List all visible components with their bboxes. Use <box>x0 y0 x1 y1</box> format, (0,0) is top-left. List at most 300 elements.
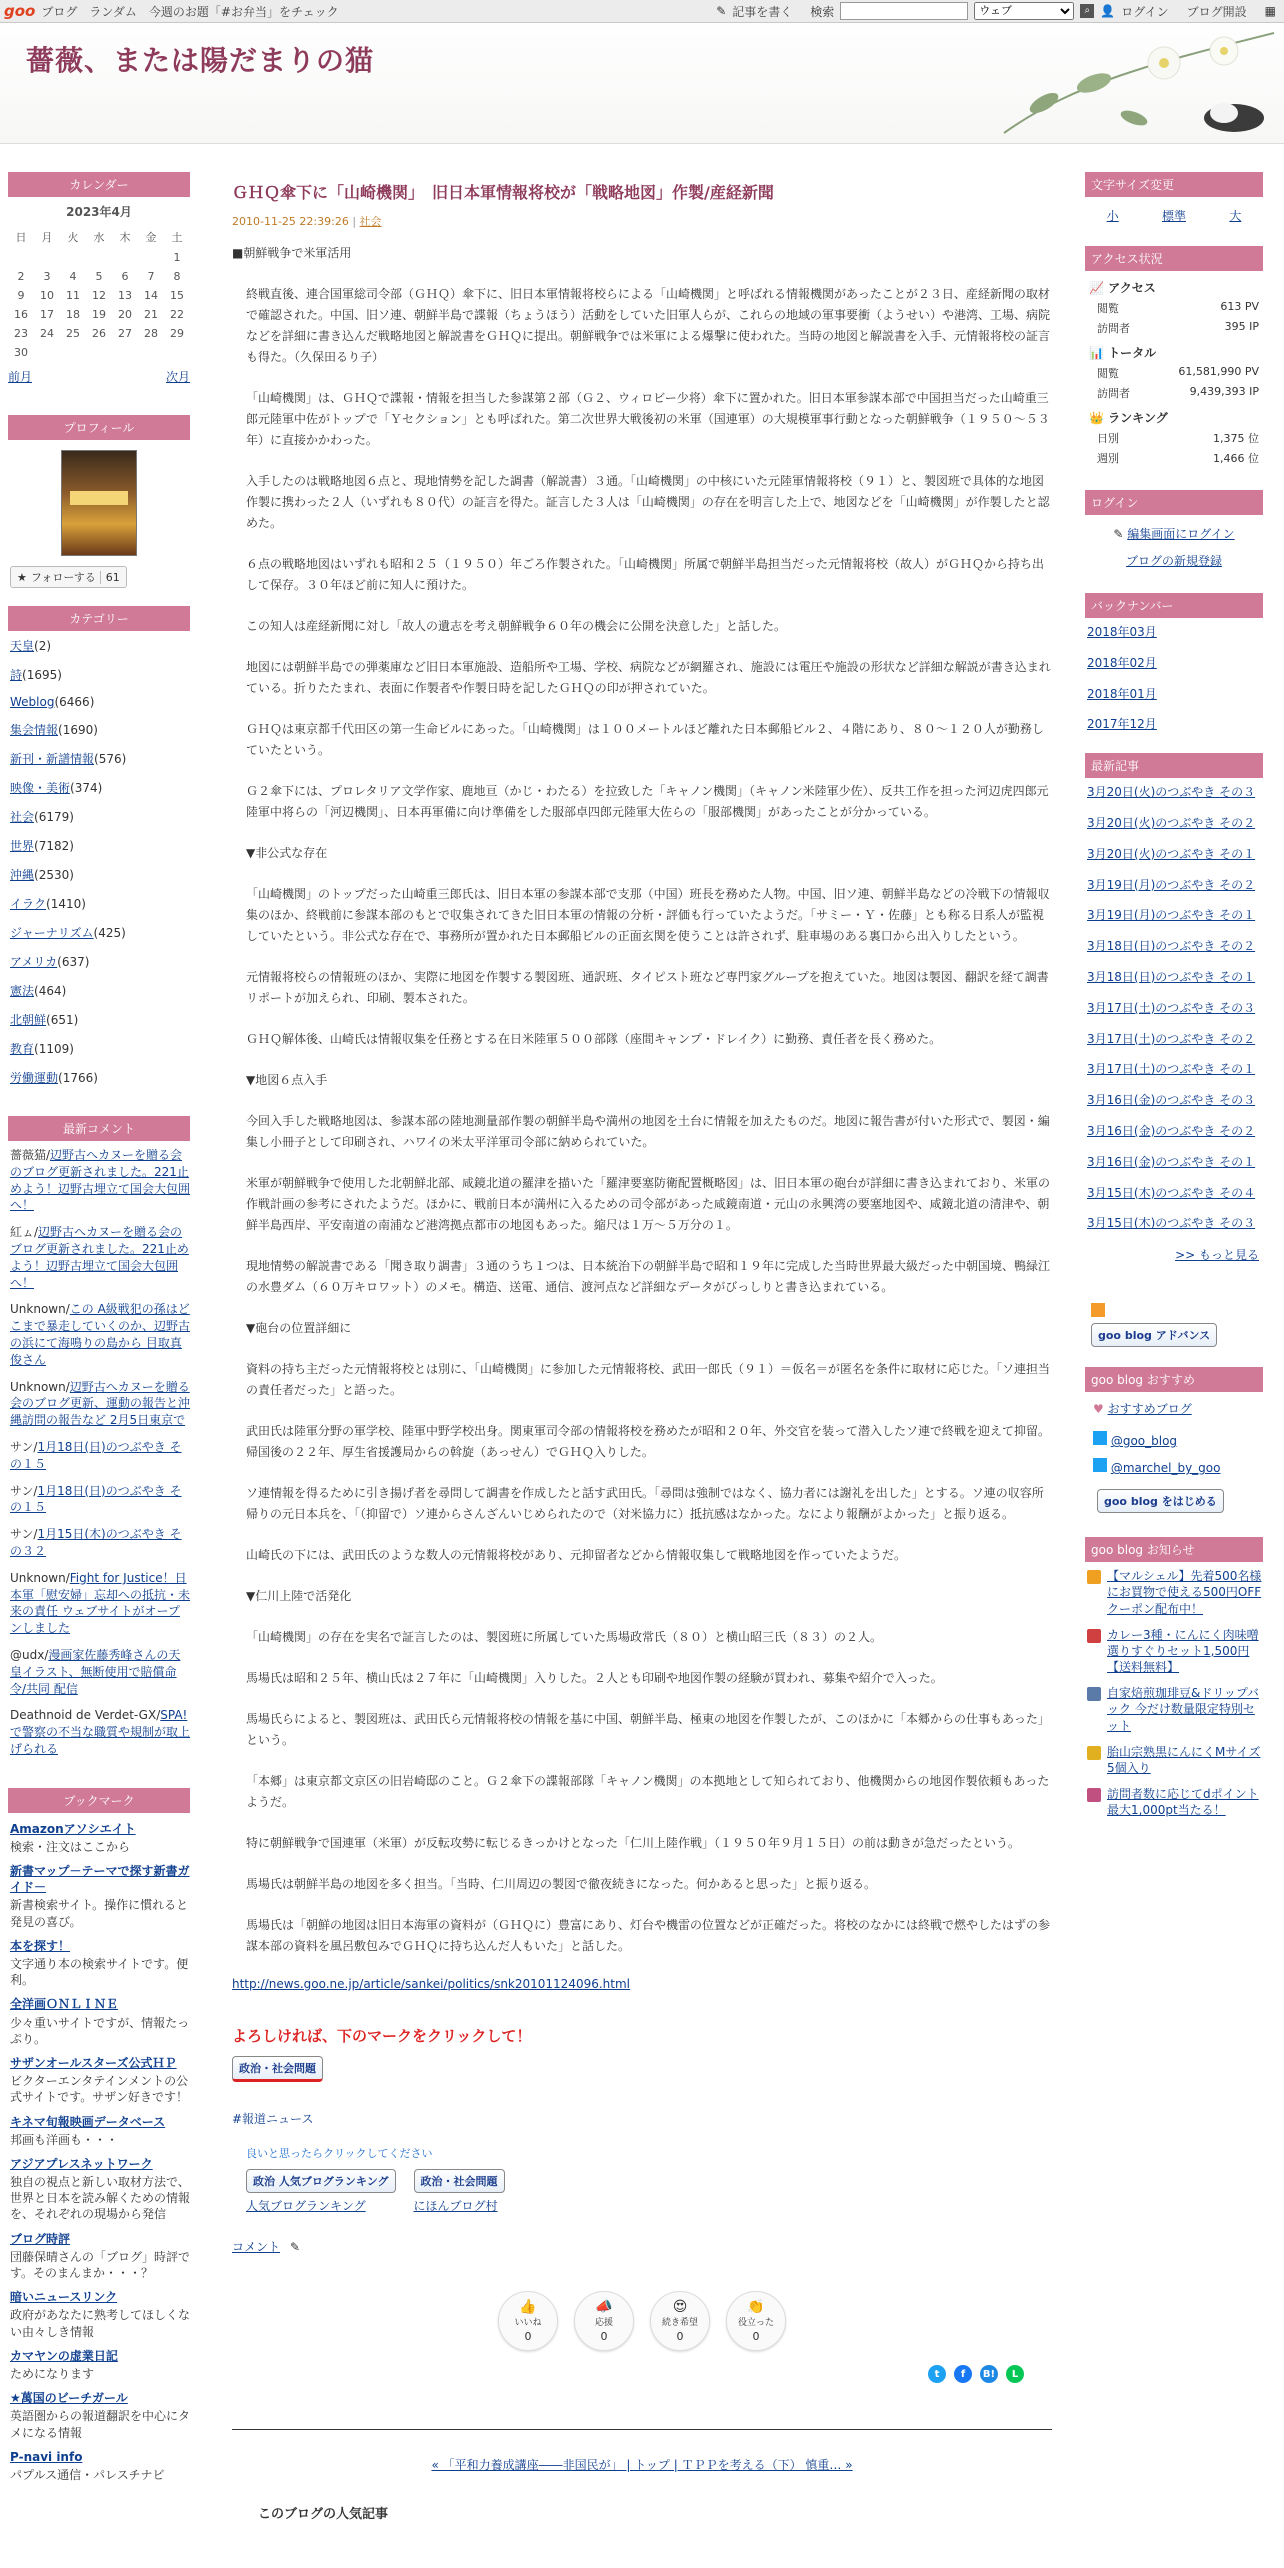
category-link[interactable]: アメリカ <box>10 955 58 969</box>
pencil-icon: ✎ <box>1113 527 1128 541</box>
post-paragraph: Ｇ２傘下には、プロレタリア文学作家、鹿地亘（かじ・わたる）を拉致した「キャノン機関」（キャノン米陸軍少佐）、反共工作を担った河辺虎四郎元陸軍中将らの「河辺機関」、日本再軍備に向け準備をした服部卓四郎元陸軍大佐らの「服部機関」があったことが分かっている。 <box>246 784 1049 819</box>
calendar-day: 16 <box>14 308 28 321</box>
ranking-hint: 良いと思ったらクリックしてください <box>246 2147 433 2160</box>
fontsize-small[interactable]: 小 <box>1106 209 1119 223</box>
bookmark-link[interactable]: P-navi info <box>10 2449 83 2464</box>
weekday-label: 日 <box>15 231 27 244</box>
pager[interactable]: « 「平和力養成講座――非国民が」 | トップ | ＴＰＰを考える（下） 慎重… » <box>431 2458 853 2472</box>
rss-icon[interactable] <box>1091 1303 1105 1317</box>
bookmark-desc: 団藤保晴さんの「ブログ」時評です。そのまんまか・・・？ <box>10 2249 191 2281</box>
post-paragraph: ＧＨＱは東京都千代田区の第一生命ビルにあった。「山崎機関」は１００メートルほど離れた日本郵船ビル２、４階にあり、８０～１２０人が勤務していたという。 <box>246 722 1044 757</box>
bookmark-desc: パプルス通信・パレスチナビ <box>10 2467 165 2482</box>
category-count: (1410) <box>46 897 86 911</box>
category-count: (7182) <box>34 839 74 853</box>
category-item <box>10 1011 190 1028</box>
backnumber-heading: バックナンバー <box>1085 593 1263 618</box>
weekday-label: 金 <box>145 231 157 244</box>
post-paragraph: この知人は産経新聞に対し「故人の遺志を考え朝鮮戦争６０年の機会に公開を決意した」と話した。 <box>246 619 787 633</box>
source-url[interactable]: http://news.goo.ne.jp/article/sankei/politics/snk20101124096.html <box>232 1977 631 1991</box>
topbar-right <box>716 2 1276 20</box>
share-area <box>232 2365 1052 2405</box>
weekday-label: 火 <box>67 231 79 244</box>
weekly-rank-row: 週別 1,466 位 <box>1097 452 1259 465</box>
calendar-day: 13 <box>118 289 132 302</box>
recent-article-item[interactable]: 3月15日(木)のつぶやき その３ <box>1087 1216 1256 1231</box>
comment-author: Unknown/ <box>10 1570 70 1585</box>
comment-author: Deathnoid de Verdet-GX/ <box>10 1708 161 1723</box>
notice-link[interactable]: カレー3種・にんにく肉味噌選りすぐりセット1,500円【送料無料】 <box>1107 1627 1259 1675</box>
notice-link[interactable]: 【マルシェル】先着500名様にお買物で使える500円OFFクーポン配布中！ <box>1107 1569 1262 1616</box>
category-count: (425) <box>93 926 126 940</box>
nihon-blog-badge[interactable]: 政治・社会問題 <box>414 2169 505 2193</box>
category-link[interactable]: Weblog <box>10 695 55 709</box>
category-item <box>10 695 190 709</box>
comment-link[interactable]: 1月15日(木)のつぶやき その３２ <box>10 1527 182 1558</box>
post-subheading: ▼仁川上陸で活発化 <box>246 1589 352 1603</box>
post-category-link[interactable]: 社会 <box>359 215 382 228</box>
comment-author: @udx/ <box>10 1647 49 1662</box>
twitter-row-1: @goo_blog <box>1093 1431 1263 1448</box>
access-total-label: 📊 トータル <box>1089 346 1157 360</box>
bookmark-desc: 検索・注文はここから <box>10 1839 131 1854</box>
category-count: (1109) <box>34 1042 74 1056</box>
recent-article-item[interactable]: 3月19日(月)のつぶやき その２ <box>1087 877 1256 892</box>
weekday-label: 木 <box>119 231 131 244</box>
calendar-day: 18 <box>66 308 80 321</box>
category-link[interactable]: 新刊・新譜情報 <box>10 752 95 766</box>
recent-heading: 最新記事 <box>1085 753 1263 778</box>
calendar-week <box>8 286 190 305</box>
category-link[interactable]: ジャーナリズム <box>10 926 94 940</box>
category-link[interactable]: 映像・美術 <box>10 781 71 795</box>
post-paragraph: 「本郷」は東京都文京区の旧岩崎邸のこと。Ｇ２傘下の諜報部隊「キャノン機関」の本拠地として知られており、他機関からの地図作製依頼もあったようだ。 <box>246 1774 1050 1809</box>
profile-heading: プロフィール <box>8 415 190 440</box>
left-sidebar <box>8 172 190 2485</box>
calendar-week <box>8 305 190 324</box>
post-subheading: ▼非公式な存在 <box>246 846 328 860</box>
recent-article-item[interactable]: 3月19日(月)のつぶやき その１ <box>1087 908 1256 923</box>
category-item <box>10 750 190 767</box>
search-icon[interactable]: ⌕ <box>1080 4 1094 18</box>
category-count: (651) <box>46 1013 79 1027</box>
bookmark-link[interactable]: 新書マップ－テーマで探す新書ガイド－ <box>10 1864 190 1895</box>
category-link[interactable]: 労働運動 <box>10 1071 59 1085</box>
comment-link[interactable]: SPA! で警察の不当な職質や規制が取上げられる <box>10 1708 191 1756</box>
backnumber-list <box>1085 624 1263 733</box>
weekday-label: 土 <box>171 231 183 244</box>
post-paragraph: 資料の持ち主だった元情報将校とは別に、「山崎機関」に参加した元情報将校、武田一郎氏（９１）＝仮名＝が匿名を条件に取材に応じた。「ソ連担当の責任者だった」と語った。 <box>246 1362 1051 1397</box>
calendar-day: 27 <box>118 327 132 340</box>
category-count: (6466) <box>54 695 95 709</box>
profile-avatar[interactable] <box>61 450 137 556</box>
fontsize-normal[interactable]: 標準 <box>1161 209 1186 223</box>
calendar-day: 11 <box>66 289 80 302</box>
divider <box>232 2429 1052 2430</box>
post-title[interactable]: ＧＨＱ傘下に「山崎機関」 旧日本軍情報将校が「戦略地図」作製/産経新聞 <box>232 183 774 202</box>
category-heading: カテゴリー <box>8 606 190 631</box>
access-heading: アクセス状況 <box>1085 246 1263 271</box>
notice-link[interactable]: 自家焙煎珈琲豆&ドリップバック 今だけ数量限定特別セット <box>1107 1686 1259 1733</box>
category-item <box>10 721 190 738</box>
comment-item <box>10 1147 190 1214</box>
fontsize-large[interactable]: 大 <box>1229 209 1242 223</box>
calendar-week <box>8 248 190 267</box>
pencil-icon: ✎ <box>716 4 727 18</box>
fontsize-heading: 文字サイズ変更 <box>1085 172 1263 197</box>
calendar-day <box>112 343 138 362</box>
calendar-day: 23 <box>14 327 28 340</box>
comment-link[interactable]: Fight for Justice！日本軍「慰安婦」忘却への抵抗・未来の責任 ウェブサイトがオープンしました <box>10 1570 191 1636</box>
category-item <box>10 924 190 941</box>
calendar-week <box>8 324 190 343</box>
bookmark-link[interactable]: 全洋画ＯＮＬＩＮＥ <box>10 1997 119 2012</box>
notice-icon <box>1087 1629 1101 1643</box>
chart-icon: 📊 <box>1089 346 1104 360</box>
calendar-day: 19 <box>92 308 106 321</box>
reactions-row <box>232 2291 1052 2351</box>
category-link[interactable]: 天皇 <box>10 639 35 653</box>
calendar-day <box>34 248 60 267</box>
login-link[interactable]: ログイン <box>1121 4 1169 19</box>
bookmark-link[interactable]: カマヤンの虚業日記 <box>10 2348 118 2363</box>
category-count: (637) <box>57 955 90 969</box>
calendar-month: 2023年4月 <box>66 205 132 219</box>
line-icon[interactable]: L <box>1006 2365 1024 2383</box>
calendar-week <box>8 267 190 286</box>
category-count: (1766) <box>58 1071 98 1085</box>
notice-item <box>1087 1685 1263 1734</box>
blog-start-link[interactable]: ブログ開設 <box>1186 4 1247 19</box>
calendar-day: 21 <box>144 308 158 321</box>
comment-author: サン/ <box>10 1527 38 1542</box>
backnumber-item[interactable]: 2018年03月 <box>1087 625 1157 639</box>
recent-article-item[interactable]: 3月18日(日)のつぶやき その２ <box>1087 939 1256 954</box>
recommend-link[interactable]: おすすめブログ <box>1107 1402 1192 1417</box>
calendar-day: 24 <box>40 327 54 340</box>
follow-button[interactable] <box>10 566 127 588</box>
category-count: (464) <box>34 984 67 998</box>
chart-icon: 📈 <box>1089 281 1104 295</box>
post-tag[interactable]: #報道ニュース <box>232 2112 314 2126</box>
bookmark-link[interactable]: アジアプレスネットワーク <box>10 2156 153 2171</box>
bookmark-link[interactable]: ブログ時評 <box>10 2231 71 2246</box>
share-buttons <box>928 2365 1024 2383</box>
bookmarks-heading: ブックマーク <box>8 1788 190 1813</box>
notice-link[interactable]: 胎山宗熟黒にんにくMサイズ5個入り <box>1107 1744 1261 1776</box>
post-paragraph: 今回入手した戦略地図は、参謀本部の陸地測量部作製の朝鮮半島や満州の地図を土台に情報を加えたものだ。地図に報告書が付いた形式で、製図・編集し小冊子として印刷され、ハワイの米太平洋軍司令部に納められていた。 <box>246 1114 1050 1149</box>
bookmark-desc: 英語圏からの報道翻訳を中心にタメになる情報 <box>10 2409 191 2440</box>
comment-item <box>10 1483 190 1517</box>
comment-item <box>10 1647 190 1697</box>
category-link[interactable]: イラク <box>10 897 47 911</box>
category-item <box>10 895 190 912</box>
more-row <box>1085 1246 1259 1263</box>
category-item <box>10 953 190 970</box>
notice-item <box>1087 1568 1263 1617</box>
reaction-like[interactable]: 👍 いいね 0 <box>498 2291 558 2351</box>
calendar-day: 6 <box>121 270 129 283</box>
right-sidebar <box>1085 172 1263 1829</box>
comment-link[interactable]: コメント <box>232 2240 281 2254</box>
bookmarks-list <box>8 1821 190 2483</box>
recent-article-item[interactable]: 3月20日(火)のつぶやき その３ <box>1087 785 1256 800</box>
post-paragraph: ソ連情報を得るために引き揚げ者を尋問して調書を作成したと話す武田氏。「尋問は強制ではなく、協力者には謝礼を出した」とする。ソ連の収容所帰りの元日本兵を、「（抑留で）ソ連からさんざんいじめられたので（対米協力に）抵抗感はなかった。なにより報酬がよかった」と振り返る。 <box>246 1486 1044 1521</box>
goo-logo[interactable]: goo <box>4 2 36 20</box>
flower-decoration <box>984 23 1284 143</box>
category-item <box>10 666 190 683</box>
ranking-box <box>232 2145 1052 2214</box>
ninki-blog-badge[interactable]: 政治 人気ブログランキング <box>246 2169 396 2193</box>
search-label: 検索 <box>810 4 835 19</box>
notice-heading: goo blog お知らせ <box>1085 1537 1263 1562</box>
recent-article-item[interactable]: 3月17日(土)のつぶやき その３ <box>1087 1000 1256 1015</box>
comment-author: サン/ <box>10 1439 38 1454</box>
calendar-week <box>8 343 190 362</box>
recent-article-item[interactable]: 3月16日(金)のつぶやき その３ <box>1087 1093 1256 1108</box>
fontsize-options <box>1085 207 1263 224</box>
new-blog-link[interactable]: ブログの新規登録 <box>1125 554 1222 568</box>
category-link[interactable]: 沖縄 <box>10 868 35 882</box>
reaction-useful[interactable]: 👏 役立った 0 <box>726 2291 786 2351</box>
bookmark-link[interactable]: サザンオールスターズ公式ＨＰ <box>10 2055 177 2070</box>
backnumber-item[interactable]: 2018年01月 <box>1087 686 1157 701</box>
recent-article-item[interactable]: 3月17日(土)のつぶやき その１ <box>1087 1062 1256 1077</box>
topbar-link-theme[interactable]: 今週のお題「#お弁当」をチェック <box>148 4 339 19</box>
calendar-day: 15 <box>170 289 184 302</box>
comment-author: Unknown/ <box>10 1302 70 1317</box>
category-count: (1690) <box>58 723 98 737</box>
post-paragraph: 「山崎機関」は、ＧＨＱで諜報・情報を担当した参謀第２部（Ｇ２、ウィロビー少将）傘下に置かれた。旧日本軍参謀本部で中国担当だった山崎重三郎元陸軍中佐がトップで「Ｙセクション」とも呼ばれた。第二次世界大戦後初の米軍（国連軍）の大規模軍事行動となった朝鮮戦争（１９５０～５３年）に直接かかわった。 <box>246 391 1050 447</box>
access-today-label: 📈 アクセス <box>1089 281 1156 295</box>
post-date: 2010-11-25 22:39:26 <box>232 215 349 228</box>
recent-list <box>1085 784 1263 1232</box>
bookmark-desc: 文字通り本の検索サイトです。便利。 <box>10 1957 189 1988</box>
bookmark-link[interactable]: 本を探す！ <box>10 1938 71 1953</box>
blog-title[interactable]: 薔薇、または陽だまりの猫 <box>26 44 375 77</box>
category-link[interactable]: 北朝鮮 <box>10 1013 47 1027</box>
category-link[interactable]: 教育 <box>10 1042 35 1056</box>
notice-icon <box>1087 1788 1101 1802</box>
calendar-day <box>8 248 34 267</box>
notice-icon <box>1087 1570 1101 1584</box>
topbar-link-blog[interactable]: ブログ <box>41 4 78 19</box>
ninki-blog-link[interactable]: 人気ブログランキング <box>246 2199 366 2213</box>
category-item <box>10 808 190 825</box>
bookmark-link[interactable]: Amazonアソシエイト <box>10 1821 136 1836</box>
comment-link[interactable]: 1月18日(日)のつぶやき その１５ <box>10 1439 182 1471</box>
post-subheading: ▼砲台の位置詳細に <box>246 1321 352 1335</box>
bookmark-desc: 独自の視点と新しい取材方法で、世界と日本を読み解くための情報を、それぞれの現場から発信 <box>10 2175 191 2222</box>
recent-article-item[interactable]: 3月18日(日)のつぶやき その１ <box>1087 969 1256 984</box>
recent-article-item[interactable]: 3月16日(金)のつぶやき その２ <box>1087 1123 1256 1138</box>
post-paragraph: 武田氏は陸軍分野の軍学校、陸軍中野学校出身。関東軍司令部の情報将校を務めたが昭和２０年、外交官を装って潜入したソ連で終戦を迎えて抑留。帰国後の２２年、厚生省援護局からの斡旋（あっせん）でＧＨＱ入りした。 <box>246 1424 1051 1459</box>
comment-link[interactable]: 1月18日(日)のつぶやき その１５ <box>10 1483 182 1515</box>
calendar-day: 17 <box>40 308 54 321</box>
calendar-day: 5 <box>95 270 103 283</box>
category-list <box>8 637 190 1086</box>
comment-link[interactable]: この A級戦犯の孫はどこまで暴走していくのか、辺野古の浜にて海鳴りの島から 目取真俊さん <box>10 1302 191 1367</box>
thumb-icon: 👍 <box>519 2299 537 2315</box>
nihon-blog-link[interactable]: にほんブログ村 <box>413 2199 498 2213</box>
backnumber-item[interactable]: 2017年12月 <box>1087 717 1157 732</box>
recent-article-item[interactable]: 3月20日(火)のつぶやき その２ <box>1087 815 1256 830</box>
bookmark-desc: ためになります <box>10 2366 95 2381</box>
category-link[interactable]: 社会 <box>10 810 35 824</box>
today-view-row: 閲覧 613 PV <box>1097 300 1259 315</box>
comment-author: サン/ <box>10 1483 38 1498</box>
recent-article-item[interactable]: 3月15日(木)のつぶやき その４ <box>1087 1185 1256 1200</box>
category-count: (2530) <box>34 868 74 882</box>
comment-item <box>10 1526 190 1560</box>
recommend-row <box>1093 1400 1263 1417</box>
calendar-table <box>8 226 190 362</box>
twitter-icon[interactable]: t <box>928 2365 946 2383</box>
comment-link[interactable]: 辺野古へカヌーを贈る会のブログ更新、運動の報告と沖縄訪問の報告など 2月5日東京で <box>10 1379 191 1428</box>
cta-text: よろしければ、下のマークをクリックして！ <box>232 2027 532 2045</box>
calendar-day: 9 <box>17 289 25 302</box>
category-item <box>10 779 190 796</box>
calendar-day: 30 <box>14 346 28 359</box>
calendar-day: 3 <box>43 270 51 283</box>
total-view-row: 閲覧 61,581,990 PV <box>1097 365 1259 380</box>
comment-author: 薔薇猫/ <box>10 1148 51 1162</box>
post-paragraph: 馬場氏は「朝鮮の地図は旧日本海軍の資料が（ＧＨＱに）豊富にあり、灯台や機雷の位置などが正確だった。将校のなかには終戦で燃やしたはずの参謀本部の資料を風呂敷包みでＧＨＱに持ち込んだ人もいた」と話した。 <box>246 1918 1051 1953</box>
post-paragraph: 地図には朝鮮半島での弾薬庫など旧日本軍施設、造船所や工場、学校、病院などが網羅され、施設には電圧や施設の形状など詳細な解説が書き込まれている。折りたたまれ、表面に作製者や作製日時を記したＧＨＱの印が押されていた。 <box>246 660 1051 695</box>
bookmark-desc: 少々重いサイトですが、情報たっぷり。 <box>10 2015 190 2046</box>
pencil-icon[interactable]: ✎ <box>290 2239 301 2254</box>
recommend-heading: goo blog おすすめ <box>1085 1367 1263 1392</box>
category-count: (576) <box>94 752 127 766</box>
bookmark-desc: 政府があなたに熟考してほしくない由々しき情報 <box>10 2308 191 2339</box>
bookmark-link[interactable]: 暗いニュースリンク <box>10 2290 118 2305</box>
start-blog-badge[interactable]: goo blog をはじめる <box>1097 1489 1224 1513</box>
post-paragraph: 終戦直後、連合国軍総司令部（ＧＨＱ）傘下に、旧日本軍情報将校らによる「山崎機関」と呼ばれる情報機関があったことが２３日、産経新聞の取材で確認された。中国、旧ソ連、朝鮮半島で諜報（ちょうほう）活動をしていた旧軍人らが、これらの地域の軍事要衝（ようせい）や港湾、工場、病院などを詳細に書き込んだ戦略地図と解説書をＧＨＱに提出。朝鮮戦争では米軍による爆撃に使われた。当時の地図と解説書を入手、元情報将校の証言も得た。（久保田るり子） <box>246 287 1051 364</box>
reaction-cheer[interactable]: 📣 応援 0 <box>574 2291 634 2351</box>
bookmark-link[interactable]: キネマ旬報映画データベース <box>10 2114 166 2129</box>
prev-month-link[interactable]: 前月 <box>8 370 33 384</box>
category-item <box>10 1040 190 1057</box>
edit-login-link[interactable]: 編集画面にログイン <box>1127 527 1235 541</box>
calendar-day <box>112 248 138 267</box>
category-link[interactable]: 詩 <box>10 668 23 682</box>
calendar-day: 22 <box>170 308 184 321</box>
post-meta: 2010-11-25 22:39:26 | 社会 <box>232 215 382 228</box>
recent-article-item[interactable]: 3月20日(火)のつぶやき その１ <box>1087 846 1256 861</box>
top-bar <box>0 0 1284 23</box>
calendar-nav <box>8 368 190 385</box>
calendar-day: 12 <box>92 289 106 302</box>
weekday-label: 月 <box>41 231 53 244</box>
grid-icon[interactable]: ▦ <box>1264 4 1276 18</box>
calendar-day <box>138 343 164 362</box>
category-item <box>10 982 190 999</box>
bookmark-desc: 邦画も洋画も・・・ <box>10 2132 119 2147</box>
calendar-day <box>138 248 164 267</box>
calendar-day: 14 <box>144 289 158 302</box>
category-count: (6179) <box>34 810 74 824</box>
comment-author: 紅ㇺ/ <box>10 1225 39 1240</box>
calendar-day: 7 <box>147 270 155 283</box>
post-paragraph: 特に朝鮮戦争で国連軍（米軍）が反転攻勢に転じるきっかけとなった「仁川上陸作戦」（１９５０年９月１５日）の前は動きが急だったという。 <box>246 1836 1021 1850</box>
recent-article-item[interactable]: 3月17日(土)のつぶやき その２ <box>1087 1031 1256 1046</box>
notice-list <box>1085 1568 1263 1818</box>
backnumber-item[interactable]: 2018年02月 <box>1087 655 1157 670</box>
comment-item <box>10 1570 190 1637</box>
category-link[interactable]: 集会情報 <box>10 723 59 737</box>
total-visit-row: 訪問者 9,439,393 IP <box>1097 385 1259 400</box>
topbar-link-random[interactable]: ランダム <box>89 4 137 19</box>
category-link[interactable]: 憲法 <box>10 984 35 998</box>
star-icon: ★ <box>17 570 27 584</box>
post-paragraph: 「山崎機関」の存在を実名で証言したのは、製図班に所属していた馬場政常氏（８０）と横山昭三氏（８３）の２人。 <box>246 1630 883 1644</box>
calendar-day: 8 <box>173 270 181 283</box>
category-link[interactable]: 世界 <box>10 839 35 853</box>
post-subheading: ▼地図６点入手 <box>246 1073 328 1087</box>
calendar-day: 1 <box>173 251 181 264</box>
post-body <box>232 243 1052 1957</box>
calendar-day: 29 <box>170 327 184 340</box>
comment-link[interactable]: 辺野古へカヌーを贈る会のブログ更新されました。221止めよう！辺野古埋立て国会大包囲へ！ <box>10 1148 191 1213</box>
category-item <box>10 837 190 854</box>
calendar-day <box>60 343 86 362</box>
main-content <box>232 172 1052 2522</box>
bookmark-link[interactable]: ★萬国のビーチガール <box>10 2391 128 2406</box>
facebook-icon[interactable]: f <box>954 2365 972 2383</box>
calendar-day: 28 <box>144 327 158 340</box>
comments-list <box>8 1147 190 1758</box>
post-paragraph: 元情報将校らの情報班のほか、実際に地図を作製する製図班、通訳班、タイピスト班など専門家グループを抱えていた。地図は製図、翻訳を経て調書リポートが加えられ、印刷、製本された。 <box>246 970 1049 1005</box>
advance-badge[interactable]: goo blog アドバンス <box>1091 1323 1217 1347</box>
category-count: (1695) <box>22 668 62 682</box>
post-paragraph: 山崎氏の下には、武田氏のような数人の元情報将校があり、元抑留者などから情報収集して戦略地図を作っていたようだ。 <box>246 1548 907 1562</box>
post-lead: ■朝鮮戦争で米軍活用 <box>232 246 352 260</box>
more-link[interactable]: >> もっと見る <box>1175 1248 1259 1263</box>
post-article-link[interactable]: 記事を書く <box>732 4 793 19</box>
comment-link[interactable]: 漫画家佐藤秀峰さんの天皇イラスト、無断使用で賠償命令/共同 配信 <box>10 1647 181 1696</box>
comment-item <box>10 1439 190 1473</box>
notice-link[interactable]: 訪問者数に応じてdポイント最大1,000pt当たる！ <box>1107 1787 1259 1818</box>
hatena-icon[interactable]: B! <box>980 2365 998 2383</box>
search-scope-select[interactable] <box>974 2 1074 20</box>
politics-badge[interactable]: 政治・社会問題 <box>232 2056 323 2082</box>
category-count: (374) <box>70 781 103 795</box>
comment-row <box>232 2238 1052 2255</box>
recent-article-item[interactable]: 3月16日(金)のつぶやき その１ <box>1087 1154 1256 1169</box>
category-item <box>10 1069 190 1086</box>
notice-icon <box>1087 1746 1101 1760</box>
next-month-link[interactable]: 次月 <box>165 370 190 384</box>
reaction-more[interactable]: 😍 続き希望 0 <box>650 2291 710 2351</box>
login-heading: ログイン <box>1085 490 1263 515</box>
edit-login-row <box>1085 525 1263 542</box>
category-item <box>10 637 190 654</box>
twitter-row-2: @marchel_by_goo <box>1093 1458 1263 1475</box>
search-input[interactable] <box>840 2 968 20</box>
calendar-heading: カレンダー <box>8 172 190 197</box>
calendar-weekdays <box>8 226 190 248</box>
comment-item <box>10 1379 190 1429</box>
calendar-day: 2 <box>17 270 25 283</box>
calendar-day: 25 <box>66 327 80 340</box>
comment-link[interactable]: 辺野古へカヌーを贈る会のブログ更新されました。221止めよう！辺野古埋立て国会大包囲へ！ <box>10 1225 189 1290</box>
calendar-day: 20 <box>118 308 132 321</box>
calendar-day <box>34 343 60 362</box>
popular-heading: このブログの人気記事 <box>258 2507 389 2522</box>
calendar-day: 26 <box>92 327 106 340</box>
megaphone-icon: 📣 <box>595 2299 613 2315</box>
category-item <box>10 866 190 883</box>
post-paragraph: ６点の戦略地図はいずれも昭和２５（１９５０）年ごろ作製された。「山崎機関」所属で朝鮮半島担当だった元情報将校（故人）がＧＨＱから持ち出して保存。３０年ほど前に知人に預けた。 <box>246 557 1045 592</box>
